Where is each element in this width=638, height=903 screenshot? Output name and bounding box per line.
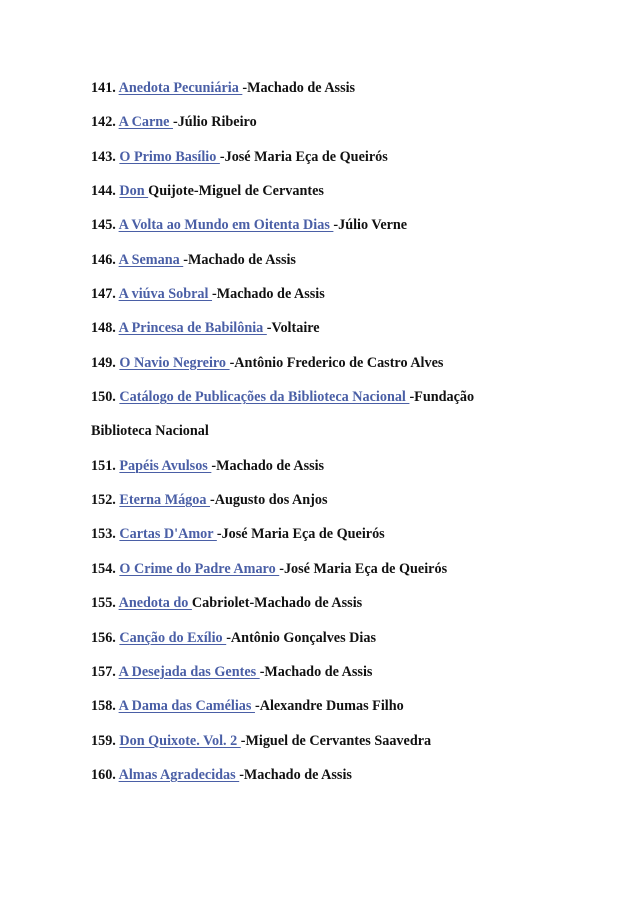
list-item bbox=[91, 147, 611, 181]
list-item bbox=[91, 765, 611, 799]
list-item bbox=[91, 490, 611, 524]
book-title-link[interactable]: A Semana bbox=[118, 251, 184, 268]
list-item bbox=[91, 250, 611, 284]
entry-number: 142. bbox=[91, 114, 116, 131]
list-item bbox=[91, 284, 611, 318]
book-author: -Machado de Assis bbox=[239, 766, 352, 783]
entry-number: 158. bbox=[91, 698, 116, 715]
book-author: Cabriolet-Machado de Assis bbox=[191, 595, 363, 612]
book-author: -Júlio Ribeiro bbox=[172, 114, 257, 131]
book-title-link[interactable]: A Desejada das Gentes bbox=[118, 663, 260, 680]
entry-number: 150. bbox=[91, 389, 116, 406]
book-title-link[interactable]: Papéis Avulsos bbox=[119, 457, 212, 474]
book-title-link[interactable]: A Princesa de Babilônia bbox=[118, 320, 267, 337]
list-item bbox=[91, 78, 611, 112]
list-item bbox=[91, 593, 611, 627]
book-title-link[interactable]: Almas Agradecidas bbox=[118, 766, 240, 783]
entry-number: 149. bbox=[91, 354, 116, 371]
book-author: -Miguel de Cervantes Saavedra bbox=[240, 732, 432, 749]
entry-number: 145. bbox=[91, 217, 116, 234]
entry-number: 157. bbox=[91, 663, 116, 680]
book-author: -Alexandre Dumas Filho bbox=[254, 698, 404, 715]
book-list bbox=[91, 78, 611, 799]
book-title-link[interactable]: Canção do Exílio bbox=[119, 629, 227, 646]
entry-number: 146. bbox=[91, 251, 116, 268]
book-title-link[interactable]: Don Quixote. Vol. 2 bbox=[119, 732, 241, 749]
book-title-link[interactable]: O Primo Basílio bbox=[119, 148, 220, 165]
book-author: -Machado de Assis bbox=[212, 286, 325, 303]
list-item bbox=[91, 696, 611, 730]
book-title-link[interactable]: Cartas D'Amor bbox=[119, 526, 217, 543]
entry-number: 147. bbox=[91, 286, 116, 303]
book-title-link[interactable]: O Crime do Padre Amaro bbox=[119, 560, 280, 577]
list-item bbox=[91, 628, 611, 662]
entry-number: 151. bbox=[91, 457, 116, 474]
entry-number: 154. bbox=[91, 560, 116, 577]
book-author: -José Maria Eça de Queirós bbox=[219, 148, 388, 165]
book-title-link[interactable]: Eterna Mágoa bbox=[119, 492, 211, 509]
list-item bbox=[91, 456, 611, 490]
book-title-link[interactable]: Anedota do bbox=[118, 595, 192, 612]
book-title-link[interactable]: A Dama das Camélias bbox=[118, 698, 255, 715]
book-author: -Antônio Frederico de Castro Alves bbox=[229, 354, 444, 371]
book-author: -Antônio Gonçalves Dias bbox=[226, 629, 376, 646]
list-item bbox=[91, 524, 611, 558]
list-item bbox=[91, 559, 611, 593]
book-title-link[interactable]: A Carne bbox=[118, 114, 173, 131]
entry-number: 155. bbox=[91, 595, 116, 612]
book-author: -Voltaire bbox=[266, 320, 320, 337]
entry-number: 148. bbox=[91, 320, 116, 337]
entry-number: 143. bbox=[91, 148, 116, 165]
list-item bbox=[91, 181, 611, 215]
book-author: -Machado de Assis bbox=[259, 663, 373, 680]
book-title-link[interactable]: Don bbox=[119, 183, 149, 200]
book-author: -Fundação bbox=[409, 389, 475, 406]
list-item bbox=[91, 318, 611, 352]
list-item bbox=[91, 215, 611, 249]
book-author: -José Maria Eça de Queirós bbox=[216, 526, 385, 543]
book-author-continuation: Biblioteca Nacional bbox=[91, 423, 209, 440]
book-author: -José Maria Eça de Queirós bbox=[279, 560, 448, 577]
list-item-continuation bbox=[91, 421, 611, 455]
list-item bbox=[91, 662, 611, 696]
book-author: -Machado de Assis bbox=[242, 80, 356, 96]
entry-number: 152. bbox=[91, 492, 116, 509]
book-title-link[interactable]: Anedota Pecuniária bbox=[118, 80, 243, 96]
book-author: -Júlio Verne bbox=[333, 217, 408, 234]
entry-number: 141. bbox=[91, 80, 116, 96]
book-author: Quijote-Miguel de Cervantes bbox=[148, 183, 324, 200]
book-title-link[interactable]: A Volta ao Mundo em Oitenta Dias bbox=[118, 217, 334, 234]
book-author: -Machado de Assis bbox=[211, 457, 325, 474]
entry-number: 160. bbox=[91, 766, 116, 783]
entry-number: 156. bbox=[91, 629, 116, 646]
list-item bbox=[91, 112, 611, 146]
book-author: -Augusto dos Anjos bbox=[210, 492, 328, 509]
list-item bbox=[91, 353, 611, 387]
entry-number: 144. bbox=[91, 183, 116, 200]
book-author: -Machado de Assis bbox=[183, 251, 296, 268]
book-title-link[interactable]: O Navio Negreiro bbox=[119, 354, 230, 371]
list-item bbox=[91, 731, 611, 765]
book-title-link[interactable]: A viúva Sobral bbox=[118, 286, 213, 303]
book-title-link[interactable]: Catálogo de Publicações da Biblioteca Nacional bbox=[119, 389, 410, 406]
entry-number: 159. bbox=[91, 732, 116, 749]
list-item bbox=[91, 387, 611, 421]
entry-number: 153. bbox=[91, 526, 116, 543]
